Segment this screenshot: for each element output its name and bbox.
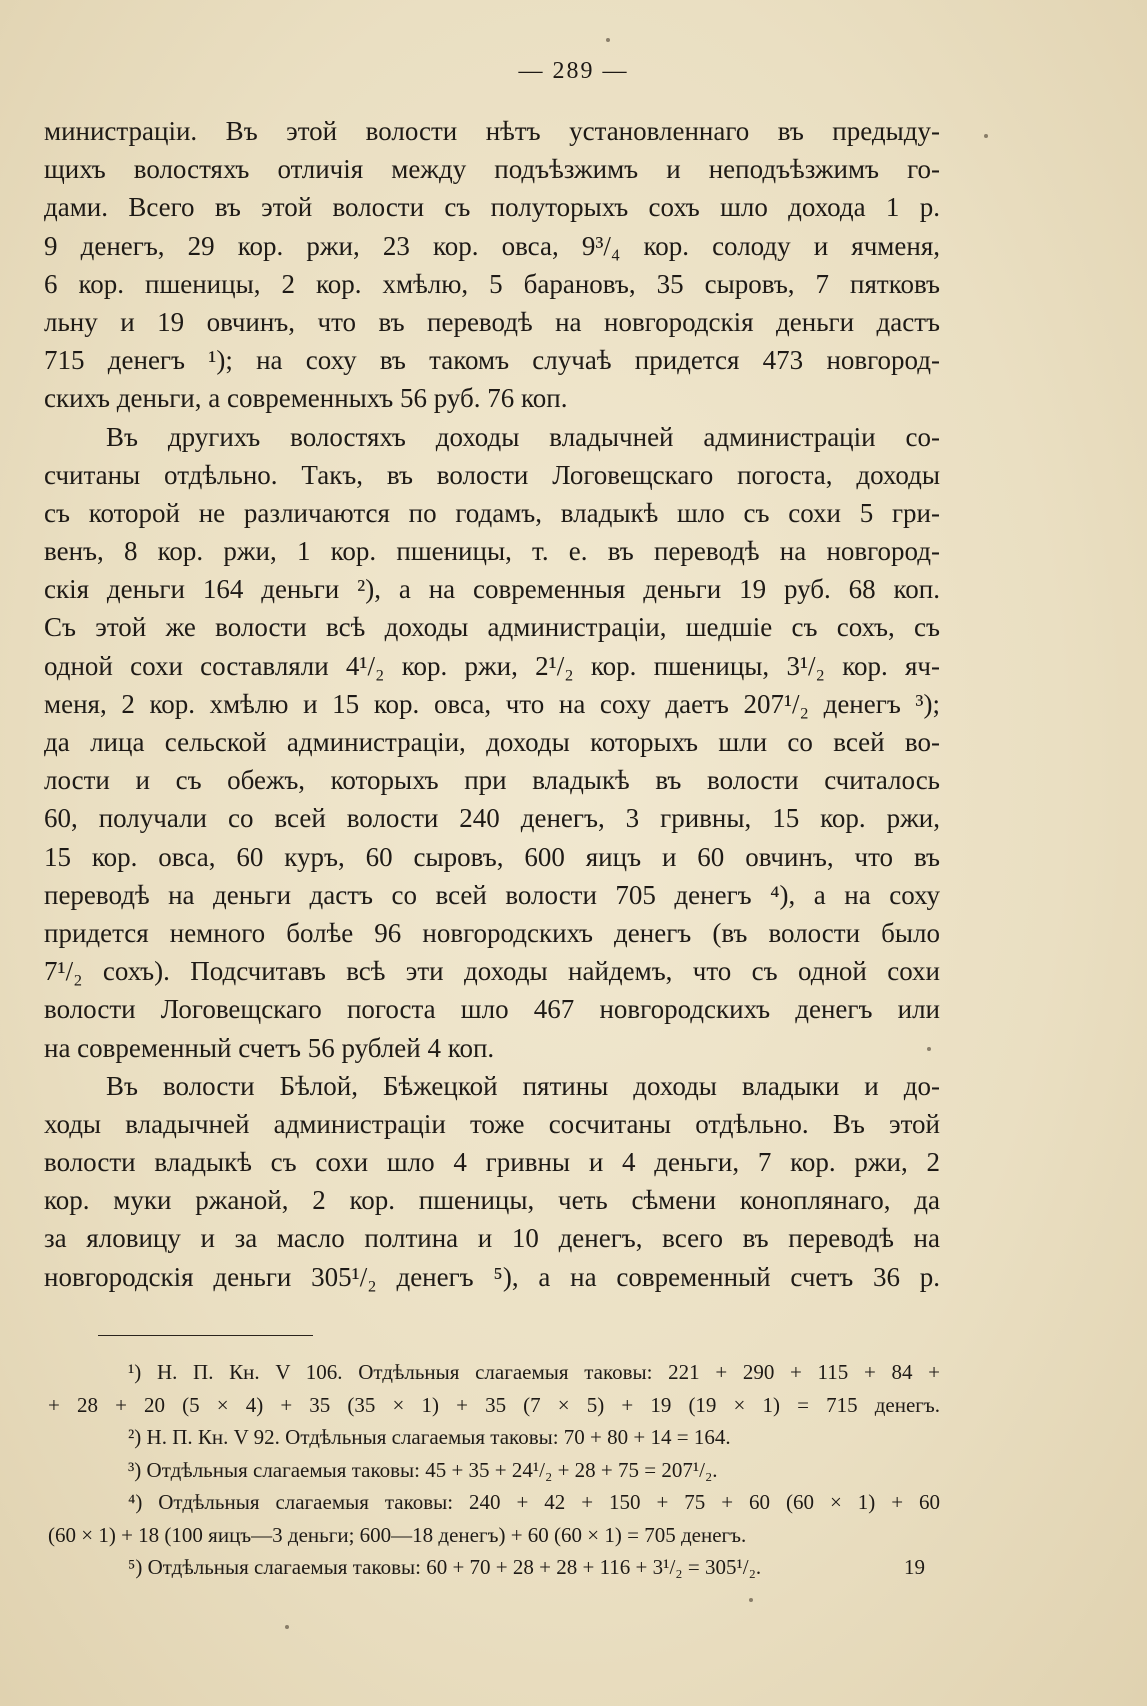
footnote-1-continued: + 28 + 20 (5 × 4) + 35 (35 × 1) + 35 (7 × 5) + 19 (19 × 1) = 715 денегъ. <box>48 1392 940 1417</box>
body-line: 715 денегъ ¹); на соху въ такомъ случаѣ придется 473 новгород- <box>44 345 940 376</box>
body-line: на современный счетъ 56 рублей 4 коп. <box>44 1032 495 1063</box>
body-text <box>44 112 940 1296</box>
body-line: ходы владычней администраціи тоже сосчитаны отдѣльно. Въ этой <box>44 1108 940 1139</box>
paper-speck <box>927 1047 931 1051</box>
body-line: льну и 19 овчинъ, что въ переводѣ на новгородскія деньги дастъ <box>44 306 940 337</box>
body-line: меня, 2 кор. хмѣлю и 15 кор. овса, что на соху даетъ 207¹/₂ денегъ ³); <box>44 688 940 719</box>
body-line: за яловицу и за масло полтина и 10 денегъ, всего въ переводѣ на <box>44 1223 940 1254</box>
body-line: кор. муки ржаной, 2 кор. пшеницы, четь сѣмени коноплянаго, да <box>44 1185 940 1216</box>
body-line: новгородскія деньги 305¹/₂ денегъ ⁵), а на современный счетъ 36 р. <box>44 1261 940 1292</box>
body-line: 9 денегъ, 29 кор. ржи, 23 кор. овса, 9³/₄ кор. солоду и ячменя, <box>44 230 940 261</box>
footnote-4-continued: (60 × 1) + 18 (100 яицъ—3 деньги; 600—18 денегъ) + 60 (60 × 1) = 705 денегъ. <box>48 1522 747 1547</box>
paragraph-first-line: Въ волости Бѣлой, Бѣжецкой пятины доходы владыки и до- <box>106 1070 940 1101</box>
page-number: — 289 — <box>518 58 629 84</box>
footnote-1: ¹) Н. П. Кн. V 106. Отдѣльныя слагаемыя таковы: 221 + 290 + 115 + 84 + <box>128 1360 940 1384</box>
footnote-4: ⁴) Отдѣльныя слагаемыя таковы: 240 + 42 + 150 + 75 + 60 (60 × 1) + 60 <box>128 1490 940 1514</box>
body-line: переводѣ на деньги дастъ со всей волости 705 денегъ ⁴), а на соху <box>44 879 940 910</box>
body-line: волости владыкѣ съ сохи шло 4 гривны и 4 деньги, 7 кор. ржи, 2 <box>44 1147 940 1178</box>
paper-speck <box>285 1625 289 1629</box>
footnote-5: ⁵) Отдѣльныя слагаемыя таковы: 60 + 70 + 28 + 28 + 116 + 3¹/₂ = 305¹/₂. <box>128 1555 762 1579</box>
body-line: 15 кор. овса, 60 куръ, 60 сыровъ, 600 яицъ и 60 овчинъ, что въ <box>44 841 940 872</box>
footnote-3: ³) Отдѣльныя слагаемыя таковы: 45 + 35 + 24¹/₂ + 28 + 75 = 207¹/₂. <box>128 1457 718 1482</box>
body-line: венъ, 8 кор. ржи, 1 кор. пшеницы, т. е. въ переводѣ на новгород- <box>44 536 940 567</box>
body-line: дами. Всего въ этой волости съ полуторыхъ сохъ шло дохода 1 р. <box>44 192 940 223</box>
body-line: одной сохи составляли 4¹/₂ кор. ржи, 2¹/₂ кор. пшеницы, 3¹/₂ кор. яч- <box>44 650 940 681</box>
body-line: 7¹/₂ сохъ). Подсчитавъ всѣ эти доходы найдемъ, что съ одной сохи <box>44 956 940 987</box>
body-line: 60, получали со всей волости 240 денегъ, 3 гривны, 15 кор. ржи, <box>44 803 940 834</box>
paper-speck <box>984 134 988 138</box>
body-line: волости Логовещскаго погоста шло 467 новгородскихъ денегъ или <box>44 994 940 1025</box>
body-line: да лица сельской администраціи, доходы которыхъ шли со всей во- <box>44 727 940 757</box>
body-line: скія деньги 164 деньги ²), а на современныя деньги 19 руб. 68 коп. <box>44 574 940 605</box>
body-line: Съ этой же волости всѣ доходы администраціи, шедшіе съ сохъ, съ <box>44 612 940 643</box>
body-line: придется немного болѣе 96 новгородскихъ денегъ (въ волости было <box>44 917 940 948</box>
body-line: щихъ волостяхъ отличія между подъѣзжимъ и неподъѣзжимъ го- <box>44 154 940 185</box>
paper-speck <box>749 1598 753 1602</box>
body-line: министраціи. Въ этой волости нѣтъ установленнаго въ предыду- <box>44 116 940 146</box>
signature-mark: 19 <box>904 1555 925 1579</box>
body-line: съ которой не различаются по годамъ, владыкѣ шло съ сохи 5 гри- <box>44 497 940 528</box>
footnote-divider <box>98 1335 313 1336</box>
body-line: лости и съ обежъ, которыхъ при владыкѣ въ волости считалось <box>44 765 940 796</box>
footnotes <box>48 1356 940 1584</box>
footnote-2: ²) Н. П. Кн. V 92. Отдѣльныя слагаемыя таковы: 70 + 80 + 14 = 164. <box>128 1425 731 1449</box>
paper-speck <box>606 38 610 42</box>
body-line: скихъ деньги, а современныхъ 56 руб. 76 коп. <box>44 383 568 414</box>
body-line: 6 кор. пшеницы, 2 кор. хмѣлю, 5 барановъ, 35 сыровъ, 7 пятковъ <box>44 268 940 299</box>
paragraph-first-line: Въ другихъ волостяхъ доходы владычней администраціи со- <box>106 421 940 452</box>
body-line: считаны отдѣльно. Такъ, въ волости Логовещскаго погоста, доходы <box>44 459 940 490</box>
